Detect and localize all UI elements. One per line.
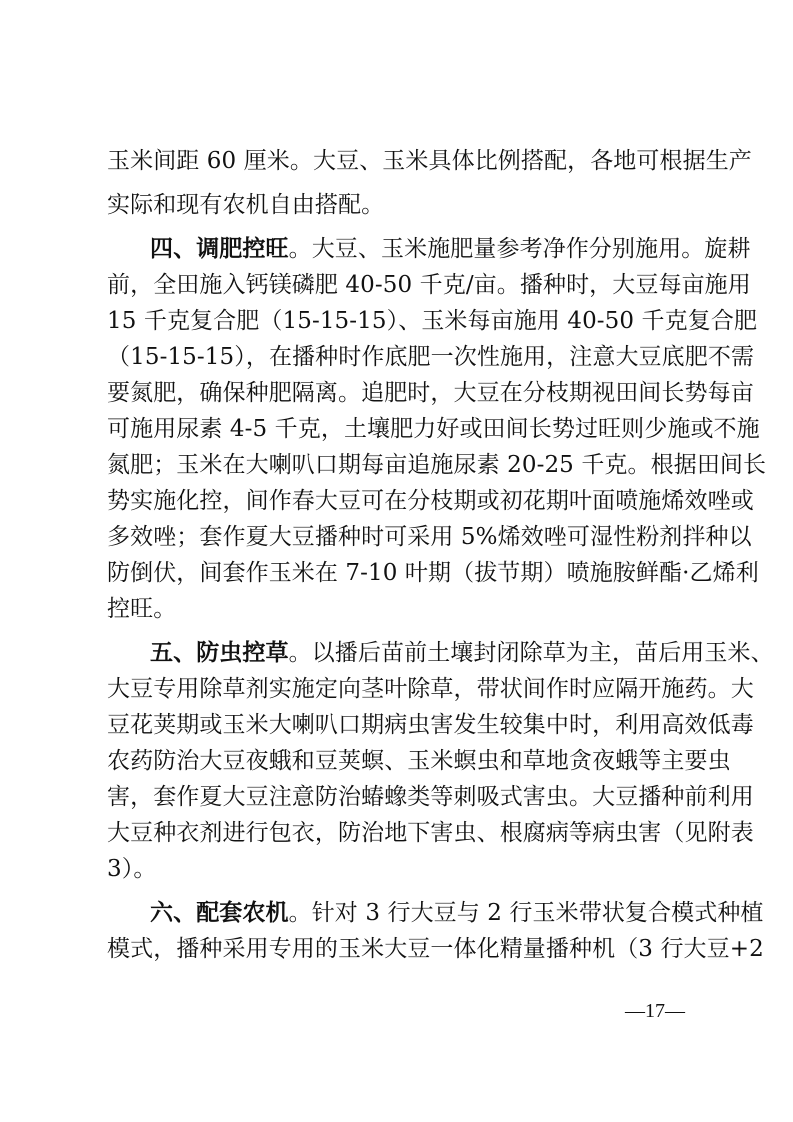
text-line: 大豆专用除草剂实施定向茎叶除草，带状间作时应隔开施药。大 xyxy=(107,676,754,702)
text-line: 大豆种衣剂进行包衣，防治地下害虫、根腐病等病虫害（见附表 xyxy=(107,820,754,846)
text-line: 前，全田施入钙镁磷肥 40-50 千克/亩。播种时，大豆每亩施用 xyxy=(107,272,751,298)
section-heading: 五、防虫控草 xyxy=(150,639,289,666)
text-line: 15 千克复合肥（15-15-15）、玉米每亩施用 40-50 千克复合肥 xyxy=(107,308,758,334)
text-line: 势实施化控，间作春大豆可在分枝期或初花期叶面喷施烯效唑或 xyxy=(107,488,754,514)
text-line: 实际和现有农机自由搭配。 xyxy=(107,192,385,218)
text-line: 氮肥；玉米在大喇叭口期每亩追施尿素 20-25 千克。根据田间长 xyxy=(107,452,767,478)
text-line: 模式，播种采用专用的玉米大豆一体化精量播种机（3 行大豆+2 xyxy=(107,936,764,962)
section-heading-line: 六、配套农机。针对 3 行大豆与 2 行玉米带状复合模式种植 xyxy=(150,899,764,926)
text-line: 玉米间距 60 厘米。大豆、玉米具体比例搭配，各地可根据生产 xyxy=(107,148,752,174)
text-line: 要氮肥，确保种肥隔离。追肥时，大豆在分枝期视田间长势每亩 xyxy=(107,380,754,406)
text-line: 害，套作夏大豆注意防治蝽蟓类等刺吸式害虫。大豆播种前利用 xyxy=(107,784,754,810)
text-line: 豆花荚期或玉米大喇叭口期病虫害发生较集中时，利用高效低毒 xyxy=(107,712,754,738)
text-line: 3）。 xyxy=(107,856,157,882)
section-heading: 四、调肥控旺 xyxy=(150,235,289,262)
section-heading-line: 五、防虫控草。以播后苗前土壤封闭除草为主，苗后用玉米、 xyxy=(150,639,774,666)
text-line: 农药防治大豆夜蛾和豆荚螟、玉米螟虫和草地贪夜蛾等主要虫 xyxy=(107,748,731,774)
text-line: （15-15-15），在播种时作底肥一次性施用，注意大豆底肥不需 xyxy=(107,344,755,370)
section-heading: 六、配套农机 xyxy=(150,899,289,926)
text-line: 防倒伏，间套作玉米在 7-10 叶期（拔节期）喷施胺鲜酯·乙烯利 xyxy=(107,560,759,586)
text-line: 控旺。 xyxy=(107,596,177,622)
text-line: 多效唑；套作夏大豆播种时可采用 5%烯效唑可湿性粉剂拌种以 xyxy=(107,524,752,550)
page-number: —17— xyxy=(625,1000,685,1022)
section-heading-line: 四、调肥控旺。大豆、玉米施肥量参考净作分别施用。旋耕 xyxy=(150,235,751,262)
text-line: 可施用尿素 4-5 千克，土壤肥力好或田间长势过旺则少施或不施 xyxy=(107,416,760,442)
